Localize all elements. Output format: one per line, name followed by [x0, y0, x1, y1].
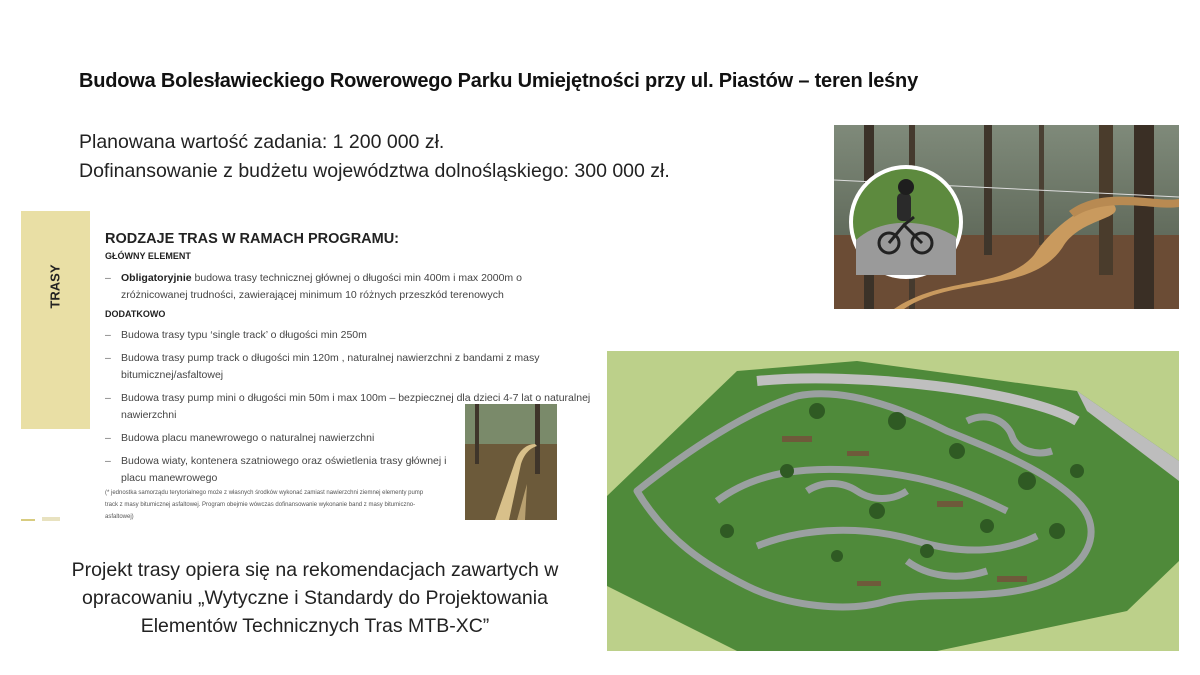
side-label: [21, 211, 90, 361]
routes-heading: RODZAJE TRAS W RAMACH PROGRAMU:: [105, 231, 400, 247]
list-item: [105, 453, 461, 487]
list-item: [105, 270, 585, 304]
list-item-text: Budowa trasy typu ‘single track’ o długości min 250m: [121, 329, 367, 341]
dash-bullet: –: [105, 432, 111, 444]
list-item: [105, 350, 585, 384]
dash-bullet: –: [105, 392, 111, 404]
footnote: (* jednostka samorządu terytorialnego może z własnych środków wykonać zamiast nawierzchni ziemnej elementy pump track z masy bitumicznej asfaltowej. Program obejmie wówczas dofinansowanie wykonanie band z masy bitumiczno-asfaltowej): [105, 490, 424, 520]
bike-park-render-image: [607, 351, 1179, 651]
recommendation-text: Projekt trasy opiera się na rekomendacjach zawartych w opracowaniu „Wytyczne i Standardy do Projektowania Elementów Technicznych Tras MTB-XC”: [71, 559, 559, 637]
list-item: [105, 327, 585, 344]
planned-value-text: Planowana wartość zadania: 1 200 000 zł.: [79, 131, 445, 153]
accent-line: [21, 519, 35, 521]
slide-title: Budowa Bolesławieckiego Rowerowego Parku Umiejętności przy ul. Piastów – teren leśny: [79, 70, 919, 92]
main-element-heading: GŁÓWNY ELEMENT: [105, 251, 191, 261]
dash-bullet: –: [105, 455, 111, 467]
list-item-text: Budowa trasy pump track o długości min 120m , naturalnej nawierzchni z bandami z masy bitumicznej/asfaltowej: [121, 352, 540, 381]
main-element-list: [105, 270, 585, 310]
forest-track-image: [834, 125, 1179, 309]
accent-divider: [42, 517, 60, 521]
list-item: [105, 430, 461, 447]
forest-track-photo: [834, 125, 1179, 309]
list-item-text: Budowa placu manewrowego o naturalnej nawierzchni: [121, 432, 375, 444]
list-item-bold: Obligatoryjnie: [121, 272, 192, 284]
dash-bullet: –: [105, 352, 111, 364]
bike-park-render: [607, 351, 1179, 651]
wooden-path-photo: [465, 404, 557, 520]
dash-bullet: –: [105, 329, 111, 341]
list-item-text: Budowa trasy pump mini o długości min 50m i max 100m – bezpiecznej dla dzieci 4-7 lat o naturalnej nawierzchni: [121, 392, 591, 421]
side-label-text: TRASY: [48, 263, 63, 309]
rider-inset: [849, 165, 963, 279]
list-item-text: Budowa wiaty, kontenera szatniowego oraz oświetlenia trasy głównej i placu manewrowego: [121, 455, 447, 484]
list-item-text: budowa trasy technicznej głównej o długości min 400m i max 2000m o zróżnicowanej trudności, zawierającej minimum 10 różnych przeszkód terenowych: [121, 272, 522, 301]
dash-bullet: –: [105, 272, 111, 284]
funding-text: Dofinansowanie z budżetu województwa dolnośląskiego: 300 000 zł.: [79, 160, 670, 182]
wooden-path-image: [465, 404, 557, 520]
additional-heading: DODATKOWO: [105, 309, 166, 319]
